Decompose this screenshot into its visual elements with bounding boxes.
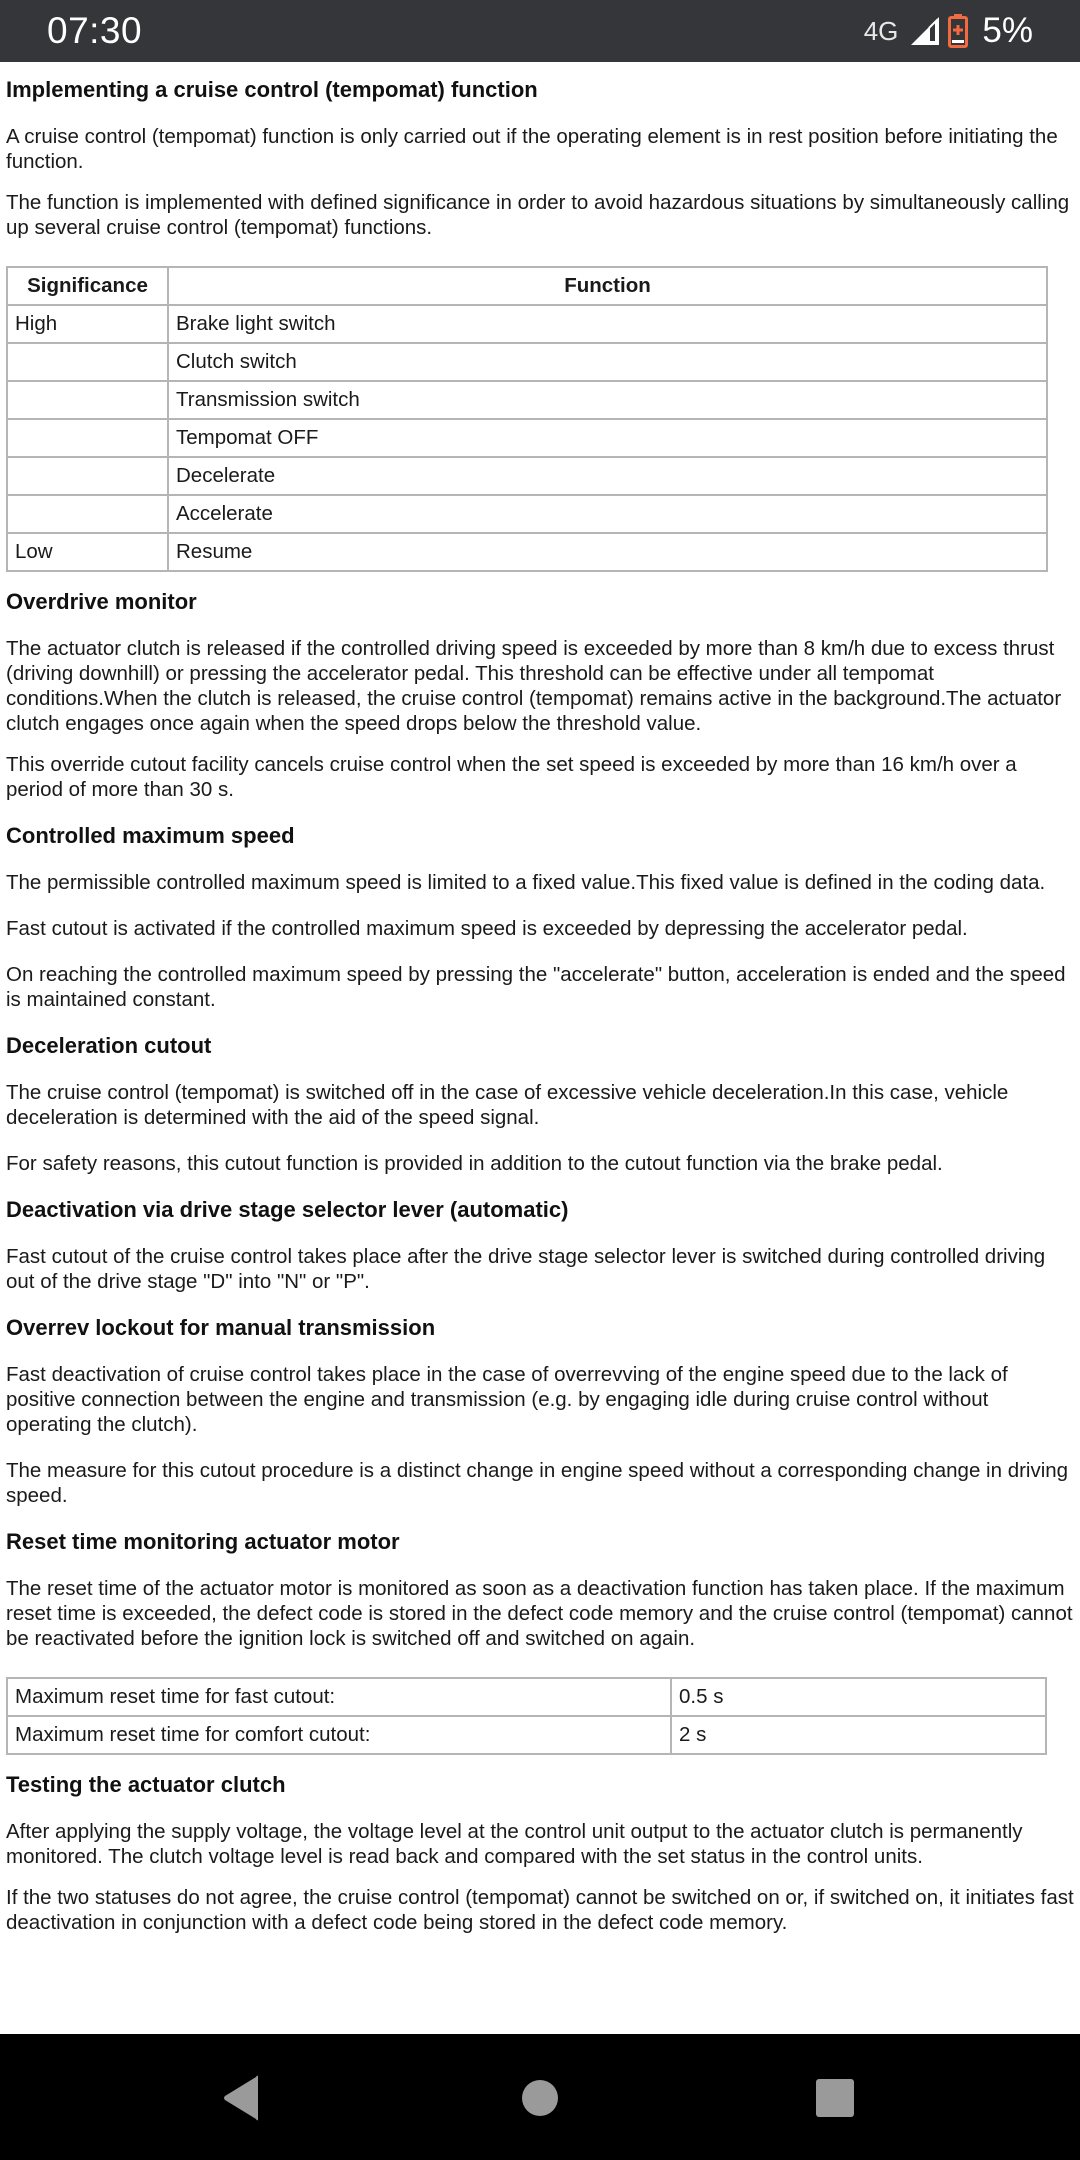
paragraph: The cruise control (tempomat) is switched off in the case of excessive vehicle deceleration.In this case, vehicle deceleration is determined with the aid of the speed signal. <box>6 1081 1009 1129</box>
function-cell: Accelerate <box>168 495 1047 533</box>
heading-testing-clutch: Testing the actuator clutch <box>6 1772 286 1797</box>
function-cell: Transmission switch <box>168 381 1047 419</box>
significance-cell: Low <box>7 533 168 571</box>
heading-selector-lever: Deactivation via drive stage selector lever (automatic) <box>6 1197 569 1222</box>
recents-button[interactable] <box>805 2070 865 2130</box>
table-row <box>7 1716 1046 1754</box>
back-button[interactable] <box>212 2070 272 2130</box>
reset-value-cell: 2 s <box>671 1716 1046 1754</box>
heading-overdrive-monitor: Overdrive monitor <box>6 589 197 614</box>
paragraph: This override cutout facility cancels cruise control when the set speed is exceeded by more than 16 km/h over a period of more than 30 s. <box>6 753 1017 801</box>
navigation-bar <box>0 2034 1080 2160</box>
heading-reset-time: Reset time monitoring actuator motor <box>6 1529 400 1554</box>
function-cell: Brake light switch <box>168 305 1047 343</box>
paragraph: Fast deactivation of cruise control takes place in the case of overrevving of the engine speed due to the lack of positive connection between the engine and transmission (e.g. by engaging idle during cruise control without operating the clutch). <box>6 1363 1008 1436</box>
table-row <box>7 419 1047 457</box>
function-cell: Tempomat OFF <box>168 419 1047 457</box>
back-triangle-icon <box>222 2075 262 2126</box>
paragraph: If the two statuses do not agree, the cruise control (tempomat) cannot be switched on or, if switched on, it initiates fast deactivation in conjunction with a defect code being stored in the defect code memory. <box>6 1886 1074 1934</box>
significance-cell <box>7 343 168 381</box>
status-bar <box>0 0 1080 62</box>
recents-square-icon <box>815 2078 855 2123</box>
battery-percent: 5% <box>982 11 1033 50</box>
column-header-significance: Significance <box>7 267 168 305</box>
paragraph: The reset time of the actuator motor is monitored as soon as a deactivation function has taken place. If the maximum reset time is exceeded, the defect code is stored in the defect code memory and the cruise control (tempomat) cannot be reactivated before the ignition lock is switched off and switched on again. <box>6 1577 1073 1650</box>
table-row <box>7 1678 1046 1716</box>
paragraph: The measure for this cutout procedure is a distinct change in engine speed without a corresponding change in driving speed. <box>6 1459 1069 1507</box>
paragraph: On reaching the controlled maximum speed by pressing the "accelerate" button, acceleration is ended and the speed is maintained constant. <box>6 963 1066 1011</box>
paragraph: Fast cutout is activated if the controlled maximum speed is exceeded by depressing the accelerator pedal. <box>6 917 968 940</box>
significance-cell <box>7 381 168 419</box>
function-cell: Clutch switch <box>168 343 1047 381</box>
reset-label-cell: Maximum reset time for comfort cutout: <box>7 1716 671 1754</box>
function-cell: Decelerate <box>168 457 1047 495</box>
heading-deceleration-cutout: Deceleration cutout <box>6 1033 212 1058</box>
status-indicators <box>864 0 1033 62</box>
status-time: 07:30 <box>47 10 143 51</box>
table-row <box>7 457 1047 495</box>
heading-controlled-max-speed: Controlled maximum speed <box>6 823 295 848</box>
paragraph: The function is implemented with defined significance in order to avoid hazardous situations by simultaneously calling up several cruise control (tempomat) functions. <box>6 191 1070 239</box>
heading-implementing: Implementing a cruise control (tempomat) function <box>6 77 538 102</box>
paragraph: The actuator clutch is released if the controlled driving speed is exceeded by more than 8 km/h due to excess thrust (driving downhill) or pressing the accelerator pedal. This threshold can be effective under all tempomat conditions.When the clutch is released, the cruise control (tempomat) remains active in the background.The actuator clutch engages once again when the speed drops below the threshold value. <box>6 637 1062 735</box>
significance-cell <box>7 457 168 495</box>
home-button[interactable] <box>510 2070 570 2130</box>
function-cell: Resume <box>168 533 1047 571</box>
reset-label-cell: Maximum reset time for fast cutout: <box>7 1678 671 1716</box>
battery-low-icon <box>948 14 968 48</box>
paragraph: After applying the supply voltage, the voltage level at the control unit output to the actuator clutch is permanently monitored. The clutch voltage level is read back and compared with the set status in the control units. <box>6 1820 1023 1868</box>
table-row <box>7 495 1047 533</box>
reset-time-table <box>6 1677 1047 1755</box>
network-type: 4G <box>863 15 899 46</box>
table-header-row <box>7 267 1047 305</box>
significance-table <box>6 266 1048 572</box>
home-circle-icon <box>520 2078 560 2123</box>
table-row <box>7 381 1047 419</box>
significance-cell <box>7 495 168 533</box>
paragraph: The permissible controlled maximum speed is limited to a fixed value.This fixed value is defined in the coding data. <box>6 871 1046 894</box>
paragraph: Fast cutout of the cruise control takes place after the drive stage selector lever is switched during controlled driving out of the drive stage "D" into "N" or "P". <box>6 1245 1046 1293</box>
column-header-function: Function <box>168 267 1047 305</box>
reset-value-cell: 0.5 s <box>671 1678 1046 1716</box>
document-content[interactable] <box>0 62 1080 2034</box>
significance-cell: High <box>7 305 168 343</box>
paragraph: A cruise control (tempomat) function is only carried out if the operating element is in rest position before initiating the function. <box>6 125 1058 173</box>
table-row <box>7 533 1047 571</box>
table-row <box>7 305 1047 343</box>
cellular-signal-icon <box>910 16 940 46</box>
significance-cell <box>7 419 168 457</box>
table-row <box>7 343 1047 381</box>
paragraph: For safety reasons, this cutout function is provided in addition to the cutout function via the brake pedal. <box>6 1152 943 1175</box>
heading-overrev-lockout: Overrev lockout for manual transmission <box>6 1315 436 1340</box>
